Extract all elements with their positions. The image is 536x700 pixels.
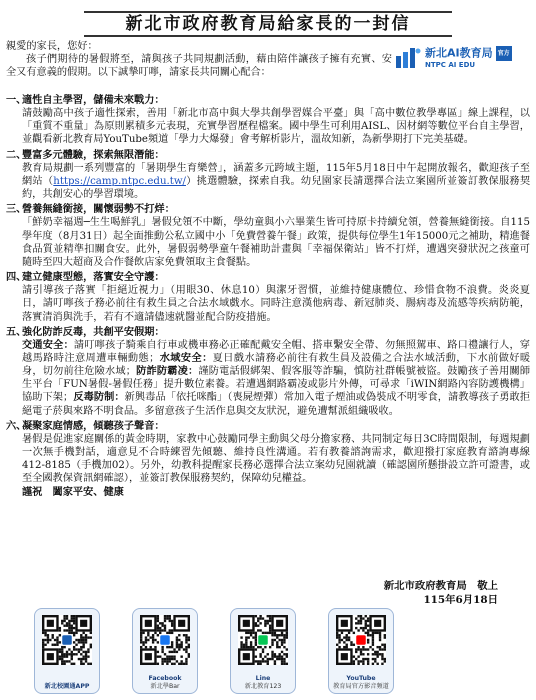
section-heading: 建立健康型態，落實安全守護： [22, 271, 165, 284]
qr-card-name: Facebook [148, 675, 182, 682]
section-heading: 豐富多元體驗，探索無限潛能： [22, 148, 165, 161]
section-number: 三、 [6, 203, 27, 216]
qr-card-name: Line [255, 675, 271, 682]
section-6 [6, 420, 530, 486]
section-number: 一、 [6, 94, 27, 106]
qr-card-facebook[interactable] [132, 608, 198, 694]
section-text-before-link: 教育局規劃一系列豐富的「暑期學生育樂營」，涵蓋多元跨域主題，115年5月18日中午起開放報名，歡迎孩子至網站（ [22, 162, 530, 187]
section-5 [6, 326, 530, 418]
qr-code-icon [238, 615, 288, 665]
section-heading: 適性自主學習，儲備未來戰力： [22, 94, 165, 106]
section-paragraph [22, 162, 530, 201]
anti-fraud-text: 謹防電話假綁架、假客服等詐騙，慎防社群帳號被盜。鼓勵孩子善用關師生平台「FUN暑假-暑假任務」提升數位素養。若遭遇網路霸凌或影片外傳，可尋求「iWIN網路內容防護機構」協助下架； [22, 366, 531, 404]
section-heading: 強化防詐反毒，共創平安假期： [22, 325, 165, 338]
logo-badge: 官方 [496, 46, 512, 61]
logo-sub-text: NTPC AI EDU [425, 61, 476, 69]
qr-card-app[interactable] [34, 608, 100, 694]
intro-paragraph: 孩子們期待的暑假將至，請與孩子共同規劃活動，藉由陪伴讓孩子擁有充實、安全又有意義的假期。以下誠摯叮嚀，請家長共同關心配合： [6, 54, 392, 79]
anti-drug-label: 反毒防制： [73, 391, 125, 404]
qr-card-sub: 新北學Bar [150, 682, 180, 690]
anti-drug-text: 新興毒品「依托咪酯」（喪屍煙彈）常加入電子煙油或偽裝成不明零食，請教導孩子勇敢拒絕電子菸與來路不明食品。多留意孩子生活作息與交友狀況，避免遭幫派組織吸收。 [22, 392, 531, 417]
logo-mark-icon [395, 47, 421, 69]
section-number: 六、 [6, 419, 27, 432]
qr-card-name: 新北校園通APP [44, 682, 90, 690]
greeting: 親愛的家長，您好： [6, 41, 98, 52]
section-number: 五、 [6, 325, 27, 338]
qr-code-row [34, 608, 534, 696]
qr-card-name: YouTube [346, 675, 376, 682]
closing-line: 謹祝 闔家平安、健康 [22, 485, 124, 498]
section-heading: 營養無縫銜接，關懷弱勢不打烊： [22, 203, 175, 216]
qr-code-icon [42, 615, 92, 665]
signature-date: 115年6月18日 [423, 593, 498, 606]
section-heading: 凝聚家庭情感，傾聽孩子聲音： [22, 419, 165, 432]
qr-card-youtube[interactable] [328, 608, 394, 694]
camp-website-link[interactable]: https://camp.ntpc.edu.tw/ [53, 175, 186, 187]
section-paragraph: 請引導孩子落實「拒絕近視力」（用眼30、休息10）與潔牙習慣，並維持健康體位、珍惜食物不浪費。炎炎夏日，請叮嚀孩子務必前往有救生員之合法水域戲水。同時注意漢他病毒、新冠肺炎、腸病毒及流感等疾病防範，落實清消與洗手，若有不適請儘速就醫並配合防疫措施。 [22, 285, 530, 323]
qr-card-sub: 教育局官方影音頻道 [333, 682, 389, 690]
letter-title: 新北市政府教育局給家長的一封信 [84, 11, 452, 37]
letter-body [6, 94, 530, 499]
intro-block [6, 40, 392, 80]
qr-card-sub: 新北教育123 [244, 682, 282, 690]
qr-code-icon [336, 615, 386, 665]
section-number: 二、 [6, 148, 27, 161]
signature-block [384, 580, 498, 607]
section-3 [6, 203, 530, 269]
water-safety-text: 夏日戲水請務必前往有救生員及設備之合法水域活動，下水前做好暖身，切勿前往危險水域； [22, 352, 531, 378]
section-paragraph [22, 339, 530, 418]
section-2 [6, 149, 530, 202]
signature-org: 新北市政府教育局 敬上 [383, 580, 498, 592]
section-1 [6, 94, 530, 147]
section-paragraph: 「鮮奶幸福週─生生喝鮮乳」暑假兌領不中斷，學幼童與小六畢業生皆可持原卡持續兌領，營養無縫銜接。自115學年度（8月31日）起全面推動公私立國中小「免費營養午餐」政策，提供每位學生1年15000元之補助，精進餐食品質並精準扣關食安。此外，暑假弱勢學童午餐補助計畫與「幸福保衛站」皆不打烊，遭遇突發狀況之孩童可隨時至四大超商及合作餐飲店家免費領取主食餐點。 [22, 217, 530, 268]
ntpc-ai-edu-logo [395, 43, 530, 73]
traffic-safety-label: 交通安全： [22, 338, 74, 351]
section-paragraph: 請鼓勵高中孩子適性探索，善用「新北市高中與大學共創學習媒合平臺」與「高中數位教學專區」線上課程，以「重質不重量」為原則累積多元表現，充實學習歷程檔案。國中學生可利用AISL、因材網等數位平台自主學習，並觀看新北教育局YouTube頻道「學力大爆發」會考解析影片，溫故知新，為新學期打下完美基礎。 [22, 108, 530, 146]
qr-card-line[interactable] [230, 608, 296, 694]
logo-main-text: 新北AI教育局 [425, 46, 493, 60]
section-text-after-link: ）挑選體驗，探索自我。幼兒園家長請選擇合法立案園所並簽訂教保服務契約，共創安心的學習環境。 [22, 175, 531, 201]
section-4 [6, 271, 530, 324]
water-safety-label: 水域安全： [159, 351, 213, 364]
qr-code-icon [140, 615, 190, 665]
section-number: 四、 [6, 271, 27, 284]
section-paragraph: 暑假是促進家庭關係的黃金時期，家教中心鼓勵同學主動與父母分擔家務、共同制定每日3C時間限制，每週規劃一次無手機對話，適意見不合時練習先傾聽、維持良性溝通。若有教養諮詢需求，歡迎撥打家庭教育諮詢專線412-8185（手機加02）。另外，幼教科提醒家長務必選擇合法立案幼兒園就讀（確認園所懸掛設立許可證書，或至全國教保資訊網確認），並簽訂教保服務契約，保障幼兒權益。 [22, 433, 530, 485]
anti-fraud-label: 防詐防霸凌： [135, 365, 199, 378]
traffic-safety-text: 請叮嚀孩子騎乘自行車或機車務必正確配戴安全帽、搭車繫安全帶、勿無照駕車、路口禮讓行人，穿越馬路時注意周遭車輛動態； [22, 339, 530, 364]
